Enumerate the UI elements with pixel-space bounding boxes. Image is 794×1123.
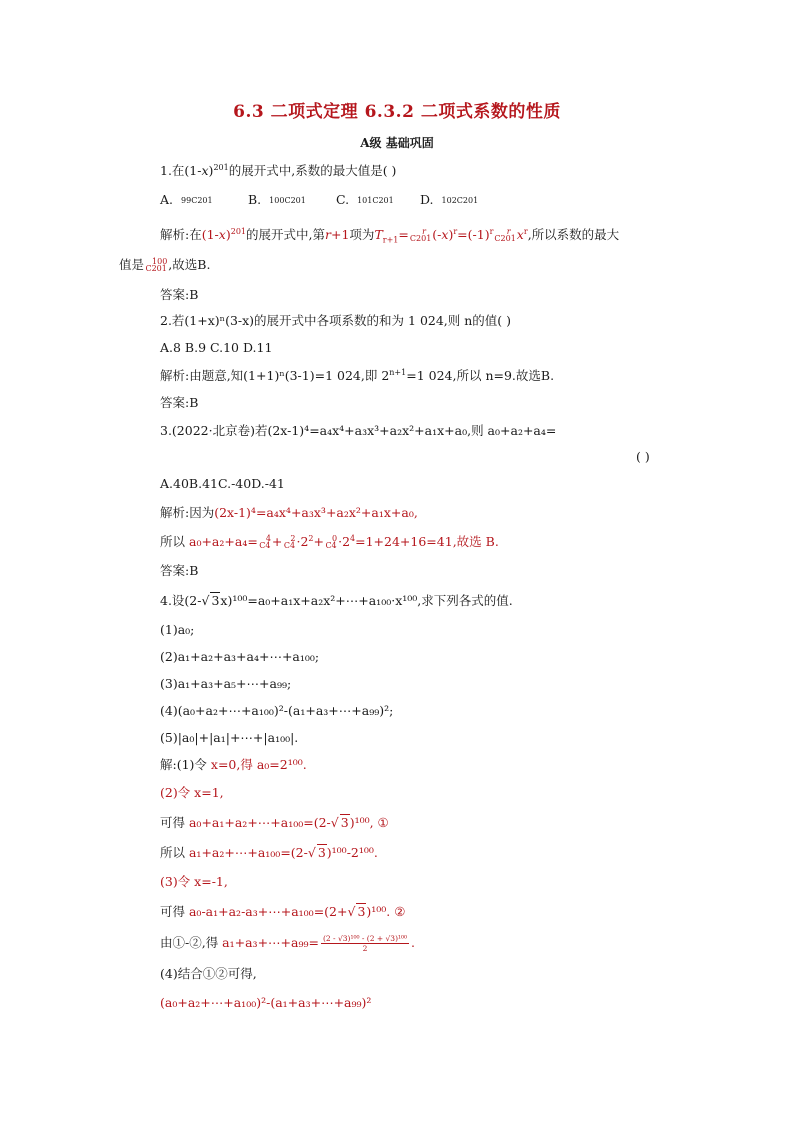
q4-solution-4-eq: (a₀+a₂+⋯+a₁₀₀)²-(a₁+a₃+⋯+a₉₉)² (160, 995, 372, 1010)
q4-item-1: (1)a₀; (160, 622, 195, 637)
q4-item-2: (2)a₁+a₂+a₃+a₄+⋯+a₁₀₀; (160, 649, 320, 664)
q4-item-3: (3)a₁+a₃+a₅+⋯+a₉₉; (160, 676, 292, 691)
q3-options: A.40B.41C.-40D.-41 (160, 476, 285, 491)
q4-solution-1: 解:(1)令 x=0,得 a₀=2¹⁰⁰. (160, 757, 307, 772)
q3-analysis-2: 所以 a₀+a₂+a₄= 4 C4 + 2 C4 $\cdot 2^2+$ 0 C4 $\cdot 2^4=1+24+16=41$,故选 B. (160, 533, 499, 550)
q1-answer: 答案:B (160, 287, 199, 302)
q4-solution-2-head: (2)令 x=1, (160, 785, 224, 800)
q3-answer: 答案:B (160, 563, 199, 578)
q1-analysis: 解析:在$(1-x)^{201}$的展开式中,第r+1项为$T_{r+1}=$ r C201 $(-x)^r=(-1)^r$ r C201 $x^r$,所以系数的最大 (160, 226, 620, 245)
q1-option-c: C. 101C201 (335, 192, 394, 207)
q1-analysis-line2: 值是 100 C201 ,故选B. (119, 257, 211, 273)
q3-analysis-1: 解析:因为(2x-1)⁴=a₄x⁴+a₃x³+a₂x²+a₁x+a₀, (160, 505, 418, 520)
q1-option-b: B. 100C201 (247, 192, 306, 207)
section-level: A级 基础巩固 (360, 136, 434, 150)
q2-options: A.8 B.9 C.10 D.11 (160, 340, 273, 355)
q4-solution-2-eq: 可得 a₀+a₁+a₂+⋯+a₁₀₀=(2-√ 3)¹⁰⁰, ① (160, 815, 389, 830)
q3-stem: 3.(2022·北京卷)若(2x-1)⁴=a₄x⁴+a₃x³+a₂x²+a₁x+a₀,则 a₀+a₂+a₄= (160, 423, 557, 438)
q4-stem: 4.设(2-√ 3x)¹⁰⁰=a₀+a₁x+a₂x²+⋯+a₁₀₀·x¹⁰⁰,求下列各式的值. (160, 593, 513, 608)
q1-stem: 1.在$(1-x)^{201}$的展开式中,系数的最大值是( ) (160, 162, 397, 178)
q4-item-4: (4)(a₀+a₂+⋯+a₁₀₀)²-(a₁+a₃+⋯+a₉₉)²; (160, 703, 394, 718)
q4-solution-2-then: 所以 a₁+a₂+⋯+a₁₀₀=(2-√ 3)¹⁰⁰-2¹⁰⁰. (160, 845, 378, 860)
q4-solution-3-eq: 可得 a₀-a₁+a₂-a₃+⋯+a₁₀₀=(2+√ 3)¹⁰⁰. ② (160, 904, 406, 919)
q4-solution-4-head: (4)结合①②可得, (160, 966, 257, 981)
q4-solution-3-head: (3)令 x=-1, (160, 874, 228, 889)
q1-option-a: A. 99C201 (160, 192, 213, 207)
q1-option-d: D. 102C201 (419, 192, 479, 207)
q2-analysis: 解析:由题意,知(1+1)ⁿ(3-1)=1 024,即 $2^{n+1}=1$ 024,所以 n=9.故选B. (160, 367, 555, 383)
page-title: 6.3 二项式定理 6.3.2 二项式系数的性质 (233, 102, 561, 122)
q1-options (160, 192, 479, 208)
q2-stem: 2.若(1+x)ⁿ(3-x)的展开式中各项系数的和为 1 024,则 n的值( ) (160, 313, 512, 328)
q3-answer-paren: ( ) (636, 449, 650, 464)
q4-solution-3-then: 由①-②,得 a₁+a₃+⋯+a₉₉= $\frac{\text{(2 - √3)¹⁰⁰ - (2 + √3)¹⁰⁰}}{2}$ . (160, 934, 415, 953)
q2-answer: 答案:B (160, 395, 199, 410)
q4-item-5: (5)|a₀|+|a₁|+⋯+|a₁₀₀|. (160, 730, 299, 745)
